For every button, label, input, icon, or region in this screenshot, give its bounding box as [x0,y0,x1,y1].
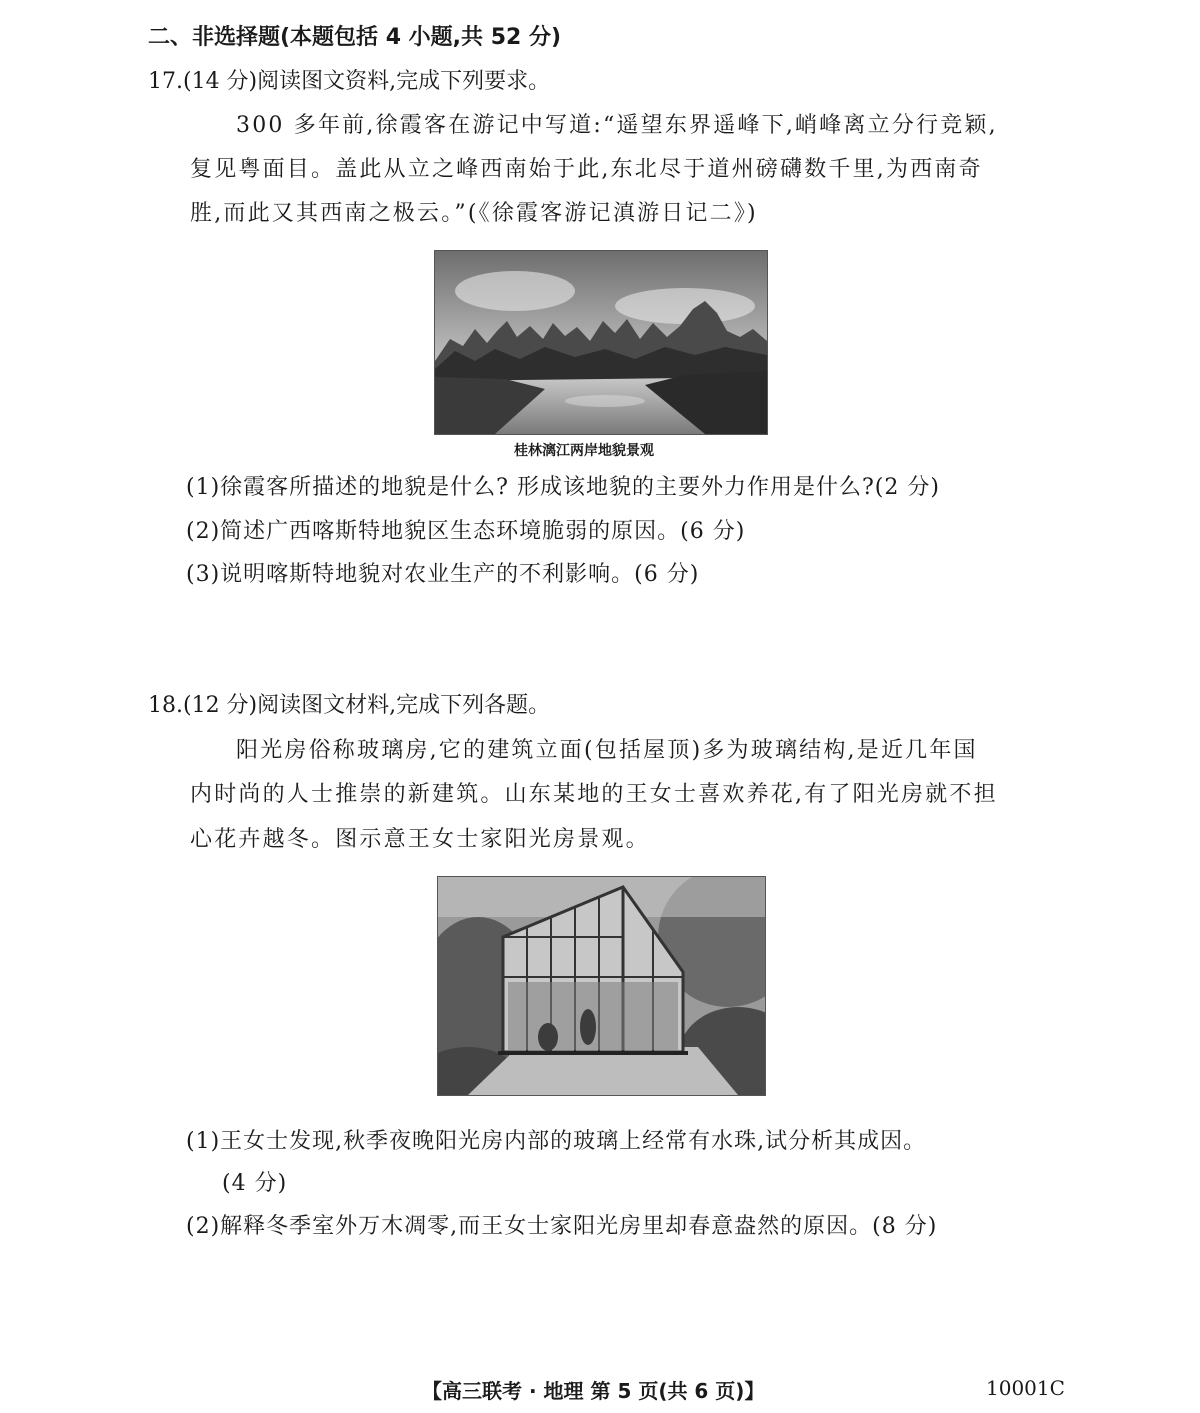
q17-subquestion-2: (2)简述广西喀斯特地貌区生态环境脆弱的原因。(6 分) [186,519,746,544]
q18-paragraph-line-2: 内时尚的人士推崇的新建筑。山东某地的王女士喜欢养花,有了阳光房就不担 [190,782,998,807]
q17-paragraph-line-3: 胜,而此又其西南之极云。”(《徐霞客游记滇游日记二》) [190,201,758,226]
karst-landscape-photo [434,250,768,435]
section-heading: 二、非选择题(本题包括 4 小题,共 52 分) [148,25,562,50]
page-footer-label: 【高三联考 · 地理 第 5 页(共 6 页)】 [422,1379,765,1403]
sunroom-photo [437,876,766,1096]
q18-title: 18.(12 分)阅读图文材料,完成下列各题。 [148,693,551,718]
q18-subquestion-2: (2)解释冬季室外万木凋零,而王女士家阳光房里却春意盎然的原因。(8 分) [186,1214,938,1239]
q17-title: 17.(14 分)阅读图文资料,完成下列要求。 [148,69,551,94]
q17-paragraph-line-1: 300 多年前,徐霞客在游记中写道:“遥望东界遥峰下,峭峰离立分行竞颖, [236,113,998,138]
q18-paragraph-line-3: 心花卉越冬。图示意王女士家阳光房景观。 [190,827,650,852]
q17-subquestion-3: (3)说明喀斯特地貌对农业生产的不利影响。(6 分) [186,562,700,587]
q18-paragraph-line-1: 阳光房俗称玻璃房,它的建筑立面(包括屋顶)多为玻璃结构,是近几年国 [236,738,978,763]
karst-photo-caption: 桂林漓江两岸地貌景观 [514,443,654,459]
q17-subquestion-1: (1)徐霞客所描述的地貌是什么? 形成该地貌的主要外力作用是什么?(2 分) [186,475,940,500]
q18-subquestion-1-score: (4 分) [222,1171,288,1196]
q18-subquestion-1: (1)王女士发现,秋季夜晚阳光房内部的玻璃上经常有水珠,试分析其成因。 [186,1129,927,1154]
q17-paragraph-line-2: 复见粤面目。盖此从立之峰西南始于此,东北尽于道州磅礴数千里,为西南奇 [190,157,983,182]
paper-code: 10001C [986,1376,1065,1400]
